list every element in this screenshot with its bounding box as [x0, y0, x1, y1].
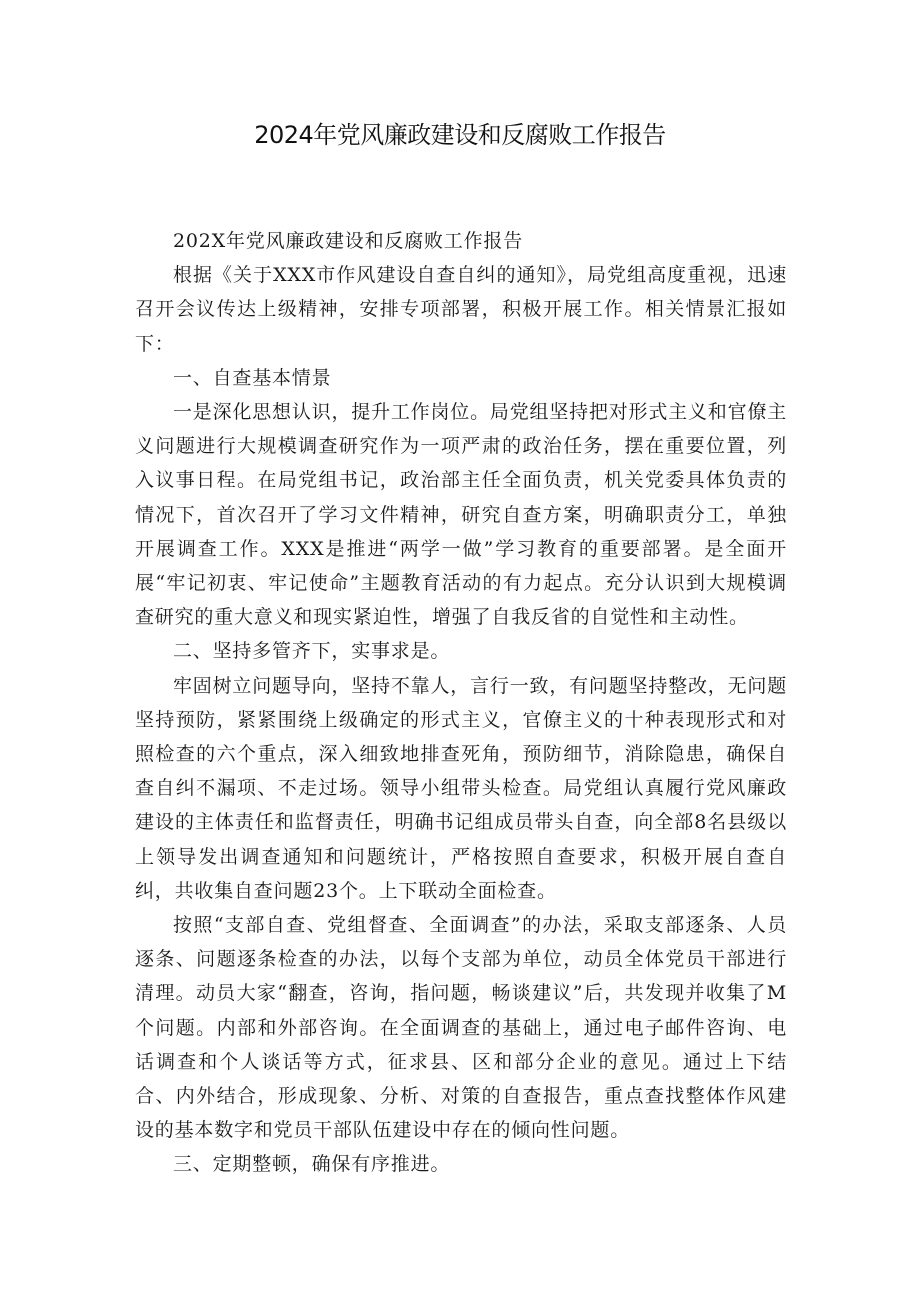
section-heading-3: 三、定期整顿，确保有序推进。 [173, 1153, 451, 1176]
paragraph: 牢固树立问题导向，坚持不靠人，言行一致，有问题坚持整改，无问题坚持预防，紧紧围绕上级确定的形式主义，官僚主义的十种表现形式和对照检查的六个重点，深入细致地排查死角，预防细节，消除隐患，确保自查自纠不漏项、不走过场。领导小组带头检查。局党组认真履行党风廉政建设的主体责任和监督责任，明确书记组成员带头自查，向全部8名县级以上领导发出调查通知和问题统计，严格按照自查要求，积极开展自查自纠，共收集自查问题23个。上下联动全面检查。 [135, 674, 787, 902]
document-title: 2024年党风廉政建设和反腐败工作报告 [254, 121, 666, 149]
section-heading-2: 二、坚持多管齐下，实事求是。 [173, 640, 451, 663]
section-heading-1: 一、自查基本情景 [173, 366, 332, 389]
paragraph: 一是深化思想认识，提升工作岗位。局党组坚持把对形式主义和官僚主义问题进行大规模调查研究作为一项严肃的政治任务，摆在重要位置，列入议事日程。在局党组书记，政治部主任全面负责，机关党委具体负责的情况下，首次召开了学习文件精神，研究自查方案，明确职责分工，单独开展调查工作。XXX是推进“两学一做”学习教育的重要部署。是全面开展“牢记初衷、牢记使命”主题教育活动的有力起点。充分认识到大规模调查研究的重大意义和现实紧迫性，增强了自我反省的自觉性和主动性。 [135, 401, 787, 629]
paragraph-intro: 根据《关于XXX市作风建设自查自纠的通知》，局党组高度重视，迅速召开会议传达上级精神，安排专项部署，积极开展工作。相关情景汇报如下： [135, 264, 787, 355]
body-heading: 202X年党风廉政建设和反腐败工作报告 [173, 230, 523, 252]
document-body [135, 224, 787, 1182]
paragraph: 按照“支部自查、党组督查、全面调查”的办法，采取支部逐条、人员逐条、问题逐条检查的办法，以每个支部为单位，动员全体党员干部进行清理。动员大家“翻查，咨询，指问题，畅谈建议”后，共发现并收集了M个问题。内部和外部咨询。在全面调查的基础上，通过电子邮件咨询、电话调查和个人谈话等方式，征求县、区和部分企业的意见。通过上下结合、内外结合，形成现象、分析、对策的自查报告，重点查找整体作风建设的基本数字和党员干部队伍建设中存在的倾向性问题。 [135, 914, 787, 1142]
